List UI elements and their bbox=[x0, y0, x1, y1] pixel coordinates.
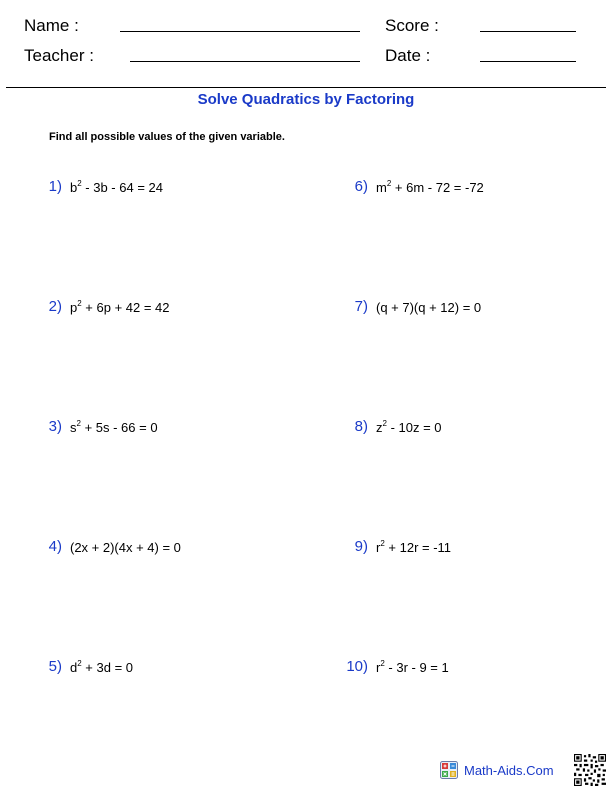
problem-number: 7) bbox=[354, 298, 368, 315]
problem-number: 9) bbox=[354, 538, 368, 555]
problem-expression: $b^2 - 3b - 64 = 24$ bbox=[70, 179, 163, 195]
instructions-text: Find all possible values of the given variable. bbox=[49, 131, 285, 143]
problem-expression: $p^2 + 6p + 42 = 42$ bbox=[70, 299, 170, 315]
problem-number: 3) bbox=[48, 418, 62, 435]
problem-item bbox=[32, 178, 292, 198]
problem-item bbox=[32, 658, 292, 678]
teacher-label: Teacher : bbox=[24, 46, 94, 65]
calculator-icon bbox=[440, 761, 458, 779]
problem-expression: $m^2 + 6m - 72 = -72$ bbox=[376, 179, 484, 195]
logo-text: Math-Aids.Com bbox=[464, 763, 554, 778]
problem-number: 4) bbox=[48, 538, 62, 555]
date-label: Date : bbox=[385, 46, 431, 65]
name-label: Name : bbox=[24, 16, 79, 35]
problem-expression: (2x + 2)(4x + 4) = 0 bbox=[70, 540, 181, 555]
problem-number: 2) bbox=[48, 298, 62, 315]
problem-expression: $z^2 - 10z = 0$ bbox=[376, 419, 442, 435]
problem-expression: $s^2 + 5s - 66 = 0$ bbox=[70, 419, 158, 435]
worksheet-title: Solve Quadratics by Factoring bbox=[197, 91, 415, 108]
problem-item bbox=[32, 538, 292, 558]
problem-number: 1) bbox=[48, 178, 62, 195]
problem-item bbox=[338, 298, 598, 318]
problem-item bbox=[338, 658, 598, 678]
problem-number: 5) bbox=[48, 658, 62, 675]
problem-item bbox=[32, 298, 292, 318]
problem-expression: $d^2 + 3d = 0$ bbox=[70, 659, 134, 675]
name-field-line[interactable] bbox=[120, 31, 360, 32]
problem-item bbox=[32, 418, 292, 438]
problem-number: 8) bbox=[354, 418, 368, 435]
header-divider bbox=[6, 87, 606, 88]
problem-item bbox=[338, 178, 598, 198]
problem-number: 6) bbox=[354, 178, 368, 195]
score-field-line[interactable] bbox=[480, 31, 576, 32]
problem-number: 10) bbox=[346, 658, 368, 675]
date-field-line[interactable] bbox=[480, 61, 576, 62]
problem-expression: (q + 7)(q + 12) = 0 bbox=[376, 300, 482, 315]
qr-code-icon bbox=[574, 754, 606, 786]
score-label: Score : bbox=[385, 16, 439, 35]
problem-expression: $r^2 + 12r = -11$ bbox=[376, 539, 452, 555]
problem-item bbox=[338, 538, 598, 558]
problem-item bbox=[338, 418, 598, 438]
teacher-field-line[interactable] bbox=[130, 61, 360, 62]
problem-expression: $r^2 - 3r - 9 = 1$ bbox=[376, 659, 449, 675]
